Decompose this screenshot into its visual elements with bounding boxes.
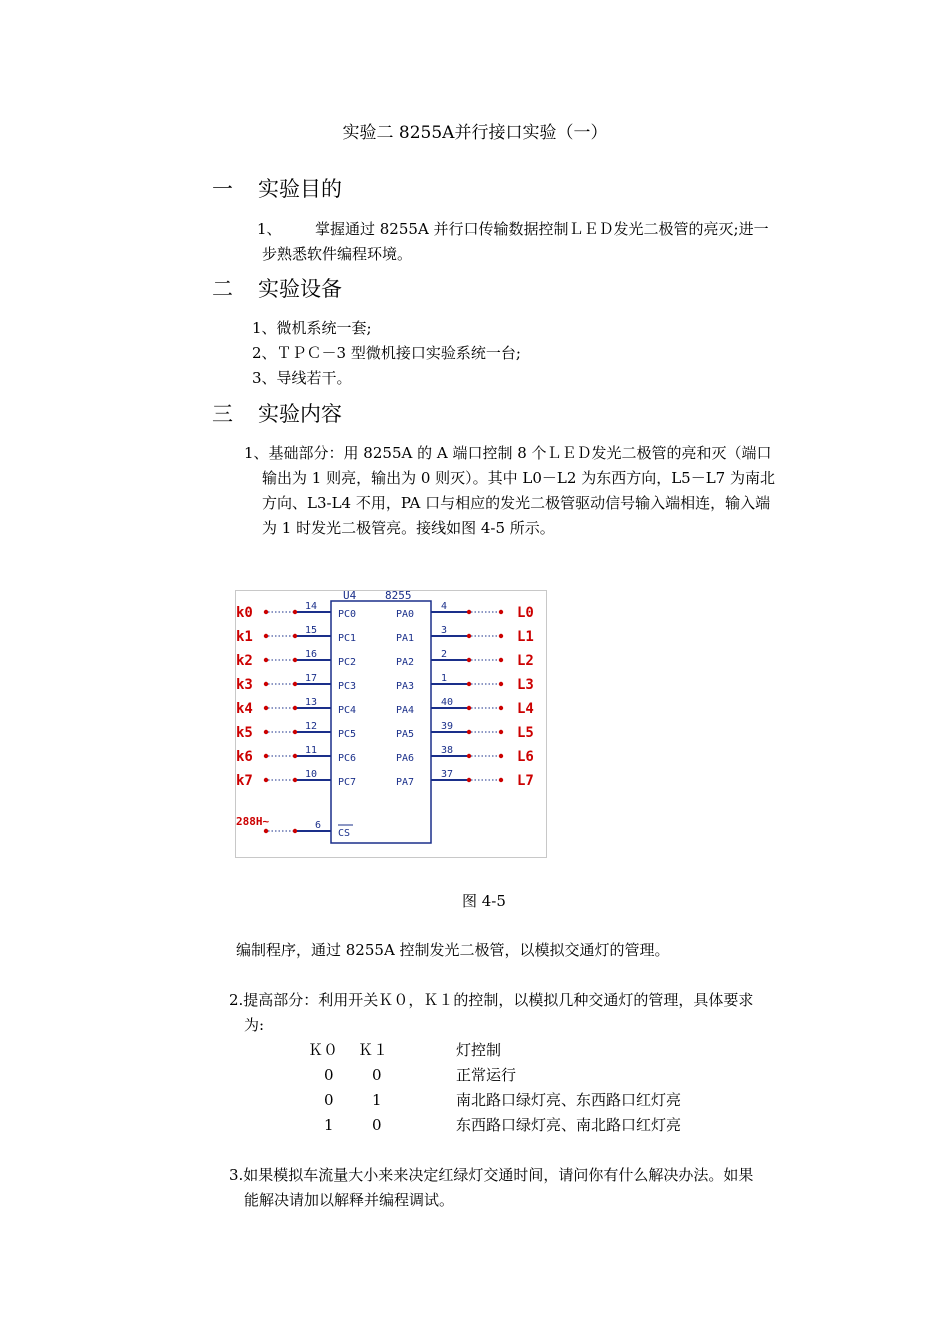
switch-label: k6 <box>236 749 253 765</box>
cs-address-label: 288H~ <box>236 815 270 828</box>
figure-caption: 图 4-5 <box>462 892 506 910</box>
advanced-part-line-2: 为: <box>244 1016 265 1034</box>
pin-name: PA7 <box>396 777 415 788</box>
switch-label: k4 <box>236 701 253 717</box>
pin-number: 12 <box>305 721 318 732</box>
pin-name: PC0 <box>338 609 357 620</box>
pin-name: PC5 <box>338 729 357 740</box>
switch-label: k0 <box>236 605 253 621</box>
pin-terminal <box>293 706 297 710</box>
cs-terminal <box>264 829 268 833</box>
switch-label: k3 <box>236 677 253 693</box>
led-terminal <box>499 610 503 614</box>
switch-terminal <box>264 610 268 614</box>
pin-terminal <box>467 706 471 710</box>
led-terminal <box>499 682 503 686</box>
pin-terminal <box>293 658 297 662</box>
pin-terminal <box>293 778 297 782</box>
led-label: L2 <box>517 653 534 669</box>
pin-terminal <box>293 634 297 638</box>
pin-terminal <box>293 730 297 734</box>
switch-terminal <box>264 634 268 638</box>
question-3-line-1: 3.如果模拟车流量大小来来决定红绿灯交通时间，请问你有什么解决办法。如果 <box>229 1166 754 1184</box>
basic-part-line: 输出为 1 则亮，输出为 0 则灭）。其中 L0－L2 为东西方向，L5－L7 为南北 <box>262 469 775 487</box>
chip-name: 8255 <box>385 590 412 602</box>
switch-terminal <box>264 754 268 758</box>
chip-label: U4 <box>343 590 357 602</box>
basic-part-line: 方向、L3-L4 不用，PA 口与相应的发光二极管驱动信号输入端相连，输入端 <box>262 494 771 512</box>
pin-number: 40 <box>441 697 454 708</box>
table-cell: 正常运行 <box>456 1066 517 1084</box>
table-header-control: 灯控制 <box>456 1041 502 1059</box>
pin-number: 6 <box>315 820 322 831</box>
pin-name: PC7 <box>338 777 357 788</box>
pin-terminal <box>467 730 471 734</box>
program-instruction: 编制程序，通过 8255A 控制发光二极管，以模拟交通灯的管理。 <box>236 941 670 959</box>
section-number: 二 <box>212 277 233 301</box>
equipment-item: 1、微机系统一套; <box>252 319 372 337</box>
equipment-item: 2、ＴＰＣ－3 型微机接口实验系统一台; <box>252 344 521 362</box>
switch-terminal <box>264 682 268 686</box>
led-label: L0 <box>517 605 534 621</box>
pin-name: PA5 <box>396 729 415 740</box>
pin-number: 10 <box>305 769 318 780</box>
pin-terminal <box>467 778 471 782</box>
pin-terminal <box>293 682 297 686</box>
pin-number: 4 <box>441 601 448 612</box>
basic-part-line: 为 1 时发光二极管亮。接线如图 4-5 所示。 <box>262 519 555 537</box>
pin-terminal <box>467 634 471 638</box>
pin-number: 17 <box>305 673 318 684</box>
switch-terminal <box>264 730 268 734</box>
table-cell: 1 <box>324 1115 334 1134</box>
advanced-part-line-1: 2.提高部分：利用开关Ｋ０，Ｋ１的控制，以模拟几种交通灯的管理，具体要求 <box>229 991 754 1009</box>
switch-label: k1 <box>236 629 253 645</box>
led-label: L6 <box>517 749 534 765</box>
switch-terminal <box>264 706 268 710</box>
pin-name: PA4 <box>396 705 415 716</box>
page-title: 实验二 8255A并行接口实验（一） <box>342 123 608 143</box>
table-cell: 1 <box>372 1090 382 1109</box>
led-label: L1 <box>517 629 534 645</box>
pin-number: 13 <box>305 697 318 708</box>
figure-border <box>236 591 547 858</box>
section-title: 实验内容 <box>258 402 342 426</box>
pin-terminal <box>467 754 471 758</box>
led-terminal <box>499 634 503 638</box>
switch-label: k2 <box>236 653 253 669</box>
table-row <box>308 1087 681 1112</box>
pin-terminal <box>467 682 471 686</box>
purpose-line-2: 步熟悉软件编程环境。 <box>262 245 413 263</box>
section-number: 三 <box>212 402 233 426</box>
table-row <box>308 1062 681 1087</box>
pin-number: 2 <box>441 649 448 660</box>
pin-name: CS <box>338 828 351 839</box>
pin-name: PA3 <box>396 681 415 692</box>
table-header-k1: Ｋ１ <box>358 1041 389 1059</box>
table-cell: 0 <box>372 1065 382 1084</box>
control-table <box>308 1037 681 1137</box>
pin-name: PC4 <box>338 705 357 716</box>
pin-terminal <box>467 610 471 614</box>
section-title: 实验目的 <box>258 177 342 201</box>
pin-name: PA6 <box>396 753 415 764</box>
led-label: L4 <box>517 701 534 717</box>
question-3-line-2: 能解决请加以解释并编程调试。 <box>244 1191 455 1209</box>
led-terminal <box>499 754 503 758</box>
switch-terminal <box>264 778 268 782</box>
purpose-item-number: 1、 <box>257 220 282 238</box>
section-heading-purpose <box>212 173 412 201</box>
table-header-row <box>308 1037 681 1062</box>
table-cell: 东西路口绿灯亮、南北路口红灯亮 <box>456 1116 682 1134</box>
pin-number: 37 <box>441 769 454 780</box>
pin-terminal <box>467 658 471 662</box>
pin-number: 15 <box>305 625 318 636</box>
table-cell: 0 <box>324 1065 334 1084</box>
led-label: L5 <box>517 725 534 741</box>
switch-label: k5 <box>236 725 253 741</box>
pin-terminal <box>293 610 297 614</box>
pin-name: PC6 <box>338 753 357 764</box>
pin-number: 1 <box>441 673 448 684</box>
led-label: L7 <box>517 773 534 789</box>
led-terminal <box>499 658 503 662</box>
pin-number: 14 <box>305 601 318 612</box>
section-heading-content <box>212 398 412 426</box>
table-cell: 南北路口绿灯亮、东西路口红灯亮 <box>456 1091 682 1109</box>
led-label: L3 <box>517 677 534 693</box>
pin-number: 38 <box>441 745 454 756</box>
led-terminal <box>499 730 503 734</box>
table-header-k0: Ｋ０ <box>308 1041 339 1059</box>
pin-name: PC1 <box>338 633 357 644</box>
table-cell: 0 <box>324 1090 334 1109</box>
section-number: 一 <box>212 177 233 201</box>
circuit-diagram-svg <box>235 590 547 858</box>
led-terminal <box>499 778 503 782</box>
pin-number: 3 <box>441 625 448 636</box>
purpose-line-1: 掌握通过 8255A 并行口传输数据控制ＬＥＤ发光二极管的亮灭;进一 <box>315 220 769 238</box>
section-title: 实验设备 <box>258 277 342 301</box>
circuit-diagram <box>235 590 547 858</box>
purpose-item-1 <box>257 217 282 242</box>
table-row <box>308 1112 681 1137</box>
equipment-item: 3、导线若干。 <box>252 369 352 387</box>
pin-name: PC2 <box>338 657 357 668</box>
section-heading-equipment <box>212 273 412 301</box>
led-terminal <box>499 706 503 710</box>
pin-number: 39 <box>441 721 454 732</box>
pin-name: PA0 <box>396 609 415 620</box>
pin-name: PA1 <box>396 633 415 644</box>
pin-number: 11 <box>305 745 318 756</box>
pin-terminal <box>293 829 297 833</box>
table-cell: 0 <box>372 1115 382 1134</box>
pin-name: PC3 <box>338 681 357 692</box>
pin-name: PA2 <box>396 657 415 668</box>
pin-terminal <box>293 754 297 758</box>
switch-label: k7 <box>236 773 253 789</box>
pin-number: 16 <box>305 649 318 660</box>
basic-part-line: 1、基础部分：用 8255A 的 A 端口控制 8 个ＬＥＤ发光二极管的亮和灭（端口 <box>244 444 772 462</box>
switch-terminal <box>264 658 268 662</box>
